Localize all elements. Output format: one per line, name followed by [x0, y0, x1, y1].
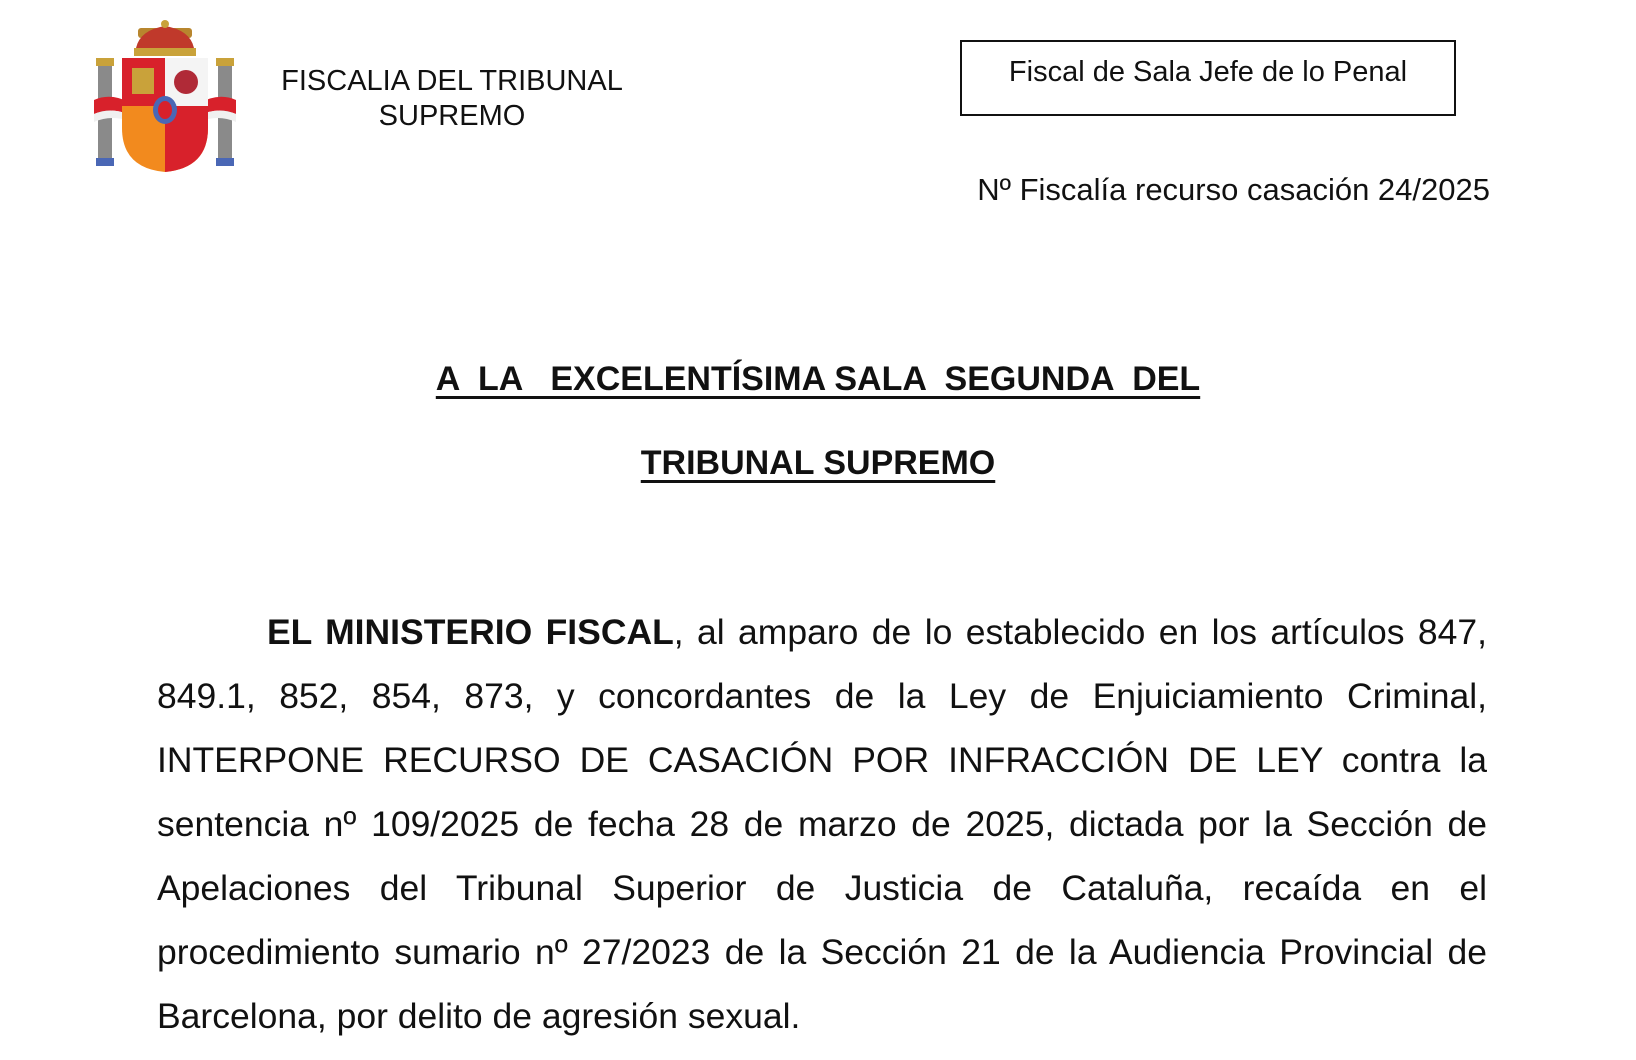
addressee-heading-line1: A LA EXCELENTÍSIMA SALA SEGUNDA DEL — [435, 360, 1201, 398]
paragraph-text: , al amparo de lo establecido en los artículos 847, 849.1, 852, 854, 873, y concordantes de la Ley de Enjuiciamiento Criminal, INTERPONE RECURSO DE CASACIÓN POR INFRACCIÓN DE LEY contra la sentencia nº 109/2025 de fecha 28 de marzo de 2025, dictada por la Sección de Apelaciones del Tribunal Superior de Justicia de Cataluña, recaída en el procedimiento sumario nº 27/2023 de la Sección 21 de la Audiencia Provincial de Barcelona, por delito de agresión sexual. — [157, 612, 1487, 1036]
post-title-box — [960, 40, 1456, 116]
office-name-line1: FISCALIA DEL TRIBUNAL — [281, 65, 623, 97]
addressee-heading-line2: TRIBUNAL SUPREMO — [640, 444, 996, 482]
coat-of-arms-emblem — [92, 18, 238, 174]
issuing-office-name — [262, 64, 642, 134]
office-name-line2: SUPREMO — [378, 100, 526, 132]
appeal-paragraph — [157, 600, 1487, 1048]
post-title: Fiscal de Sala Jefe de lo Penal — [1008, 56, 1408, 88]
file-reference: Nº Fiscalía recurso casación 24/2025 — [977, 172, 1490, 207]
crown-icon — [134, 20, 196, 56]
lead-bold-text: EL MINISTERIO FISCAL — [267, 612, 674, 652]
shield-icon — [122, 58, 208, 172]
